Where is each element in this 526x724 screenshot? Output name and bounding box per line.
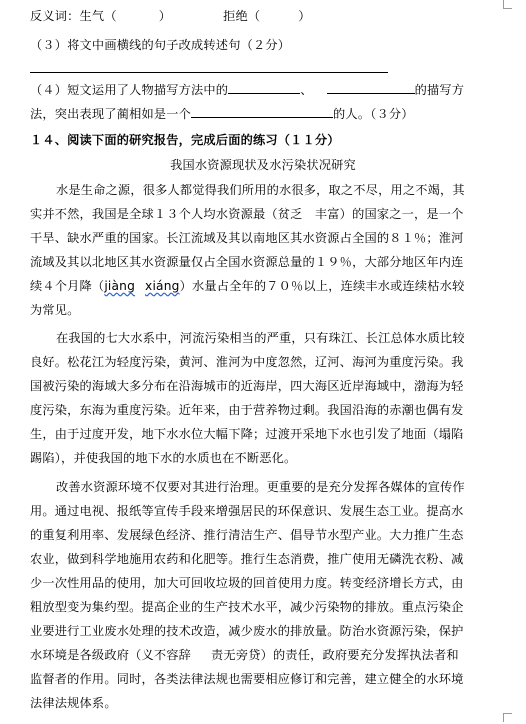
pinyin-option-1: jiàng [104,279,136,293]
p3-line-8 [30,647,459,663]
p2-line-6: 踢陷），并使我国的地下水的水质也在不断恶化。 [30,451,297,465]
question-3: （３）将文中画横线的句子改成转述句（２分） [30,38,291,52]
question-4-line-1 [30,81,464,98]
p1-line-5-b: ）水量占全年的７０％以上，连续丰水或连续枯水较 [179,279,465,293]
q4-text-c: 法，突出表现了蔺相如是一个 [30,107,192,121]
p1-line-5 [30,278,464,294]
q4-text-d: 的人。（３分） [333,107,414,121]
p3-line-4: 农业，做到科学地施用农药和化肥等。推行生态消费，推广使用无磷洗衣粉、减 [30,552,464,566]
q4-separator: 、 [300,83,313,97]
q4-blank-2[interactable] [327,81,415,94]
p3-line-10: 法律法规体系。 [30,696,117,710]
p1-line-2: 实并不然，我国是全球１３个人均水资源最（贫乏 丰富）的国家之一，是一个 [30,207,464,221]
article-title: 我国水资源现状及水污染状况研究 [170,158,356,172]
corner-mark-top-right [503,0,512,9]
p3-line-9: 监督者的作用。同时，各类法律法规也需要相应修订和完善，建立健全的水环境 [30,672,464,686]
p3-line-8-a: 水环境是各级政府（义不容辞 [30,648,192,662]
q4-blank-1[interactable] [228,81,300,94]
p1-line-5-a: 续４个月降（ [30,279,105,293]
p3-line-1: 改善水资源环境不仅要对其进行治理。更重要的是充分发挥各媒体的宣传作 [56,480,465,494]
q4-text-a: （４）短文运用了人物描写方法中的 [30,83,229,97]
p3-line-7: 业要进行工业废水处理的技术改造，减少废水的排放量。防治水资源污染，保护 [30,624,464,638]
pinyin-option-2: xiáng [145,279,180,293]
p1-line-4: 流域及其以北地区其水资源量仅占全国水资源总量的１９％，大部分地区年内连 [30,255,464,269]
q4-text-b: 的描写方 [414,83,465,97]
q4-blank-3[interactable] [191,105,333,118]
p1-line-6: 为常见。 [30,303,80,317]
p2-line-5: 生，由于过度开发，地下水水位大幅下降；过渡开采地下水也引发了地面（塌陷 [30,427,464,441]
corner-mark-bottom-right [503,713,512,722]
p3-line-8-b: 责无旁贷）的责任，政府要充分发挥执法者和 [211,648,459,662]
question-14-heading: １４、阅读下面的研究报告，完成后面的练习（１１分） [30,133,340,147]
p3-line-2: 用。通过电视、报纸等宣传手段来增强居民的环保意识、发展生态工业。提高水 [30,504,464,518]
p2-line-2: 良好。松花江为轻度污染，黄河、淮河为中度忽然，辽河、海河为重度污染。我 [30,355,464,369]
antonym-close-2: ） [298,9,311,23]
p3-line-6: 粗放型变为集约型。提高企业的生产技术水平，减少污染物的排放。重点污染企 [30,600,464,614]
p2-line-3: 国被污染的海域大多分布在沿海城市的近海岸，四大海区近岸海域中，渤海为轻 [30,379,464,393]
p3-line-5: 少一次性用品的使用，加大可回收垃圾的回首使用力度。转变经济增长方式，由 [30,576,464,590]
p2-line-4: 度污染，东海为重度污染。近年来，由于营养物过剩。我国沿海的赤潮也偶有发 [30,403,464,417]
antonym-close-1: ） [158,9,172,23]
p1-line-3: 干旱、缺水严重的国家。长江流域及其以南地区其水资源占全国的８１％；淮河 [30,231,464,245]
p1-line-1: 水是生命之源，很多人都觉得我们所用的水很多，取之不尽，用之不竭，其 [56,183,465,197]
question-4-line-2 [30,105,414,122]
antonym-question [30,8,311,24]
antonym-label-1: 反义词：生气（ [30,9,117,23]
p2-line-1: 在我国的七大水系中，河流污染相当的严重，只有珠江、长江总体水质比较 [56,331,465,345]
antonym-label-2: 拒绝（ [223,9,261,23]
q3-answer-line[interactable] [30,72,388,73]
p3-line-3: 的重复利用率、发展绿色经济、推行清洁生产、倡导节水型产业。大力推广生态 [30,528,464,542]
